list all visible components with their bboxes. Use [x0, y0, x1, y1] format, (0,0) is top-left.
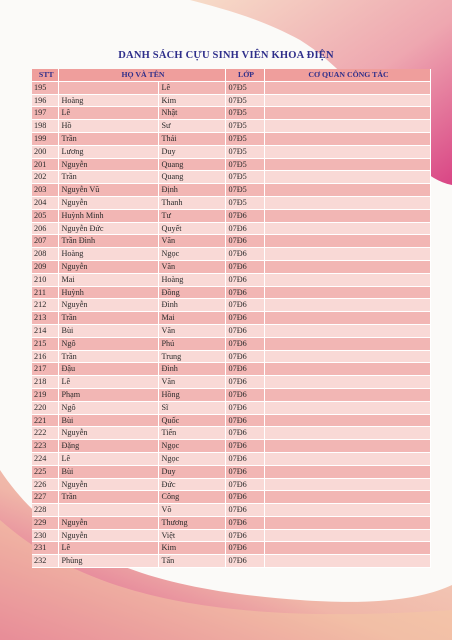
row-co-quan [264, 542, 430, 555]
row-stt: 221 [32, 414, 58, 427]
row-lop: 07Đ5 [225, 120, 264, 133]
row-ten: Văn [158, 235, 225, 248]
row-ho: Đặng [58, 440, 158, 453]
row-lop: 07Đ6 [225, 248, 264, 261]
row-ten: Đồng [158, 286, 225, 299]
table-row [32, 248, 430, 261]
row-stt: 202 [32, 171, 58, 184]
row-co-quan [264, 427, 430, 440]
table-row [32, 158, 430, 171]
row-lop: 07Đ5 [225, 184, 264, 197]
row-stt: 227 [32, 491, 58, 504]
table-row [32, 452, 430, 465]
row-stt: 214 [32, 324, 58, 337]
row-ho: Nguyễn [58, 260, 158, 273]
row-lop: 07Đ5 [225, 94, 264, 107]
row-ho: Hoàng [58, 94, 158, 107]
table-row [32, 184, 430, 197]
row-lop: 07Đ6 [225, 324, 264, 337]
row-ten: Mai [158, 312, 225, 325]
row-stt: 224 [32, 452, 58, 465]
row-co-quan [264, 286, 430, 299]
row-lop: 07Đ5 [225, 145, 264, 158]
table-row [32, 312, 430, 325]
row-ho: Huỳnh Minh [58, 209, 158, 222]
row-ten: Ngọc [158, 440, 225, 453]
row-ho: Lê [58, 452, 158, 465]
row-stt: 230 [32, 529, 58, 542]
table-row [32, 529, 430, 542]
row-ten: Quang [158, 171, 225, 184]
row-co-quan [264, 248, 430, 261]
row-co-quan [264, 324, 430, 337]
row-ho: Nguyễn Đức [58, 222, 158, 235]
table-row [32, 145, 430, 158]
row-stt: 210 [32, 273, 58, 286]
row-ten: Lê [158, 81, 225, 94]
row-stt: 212 [32, 299, 58, 312]
row-lop: 07Đ5 [225, 81, 264, 94]
row-co-quan [264, 491, 430, 504]
row-ten: Công [158, 491, 225, 504]
table-row [32, 196, 430, 209]
row-co-quan [264, 235, 430, 248]
row-stt: 205 [32, 209, 58, 222]
row-ho: Trần [58, 491, 158, 504]
row-ten: Văn [158, 376, 225, 389]
row-ten: Quang [158, 158, 225, 171]
row-ho [58, 504, 158, 517]
row-co-quan [264, 260, 430, 273]
row-ho: Lê [58, 542, 158, 555]
row-stt: 198 [32, 120, 58, 133]
row-stt: 199 [32, 132, 58, 145]
row-ho: Nguyễn Vũ [58, 184, 158, 197]
row-co-quan [264, 158, 430, 171]
row-lop: 07Đ6 [225, 452, 264, 465]
row-lop: 07Đ6 [225, 260, 264, 273]
header-co-quan-cong-tac: CƠ QUAN CÔNG TÁC [264, 69, 430, 81]
table-row [32, 132, 430, 145]
row-lop: 07Đ6 [225, 337, 264, 350]
row-ho: Trần [58, 312, 158, 325]
row-stt: 222 [32, 427, 58, 440]
row-ho: Hồ [58, 120, 158, 133]
row-ho: Nguyễn [58, 196, 158, 209]
row-lop: 07Đ6 [225, 465, 264, 478]
table-row [32, 440, 430, 453]
table-row [32, 504, 430, 517]
row-lop: 07Đ6 [225, 286, 264, 299]
table-row [32, 81, 430, 94]
row-lop: 07Đ6 [225, 555, 264, 568]
row-stt: 229 [32, 516, 58, 529]
row-lop: 07Đ6 [225, 299, 264, 312]
row-stt: 232 [32, 555, 58, 568]
table-row [32, 350, 430, 363]
row-ho: Bùi [58, 465, 158, 478]
row-stt: 206 [32, 222, 58, 235]
table-row [32, 171, 430, 184]
row-ten: Đình [158, 299, 225, 312]
row-ten: Thương [158, 516, 225, 529]
row-ho: Huỳnh [58, 286, 158, 299]
row-ho: Trần [58, 171, 158, 184]
row-co-quan [264, 350, 430, 363]
row-lop: 07Đ5 [225, 107, 264, 120]
row-co-quan [264, 196, 430, 209]
row-co-quan [264, 222, 430, 235]
row-ten: Đình [158, 363, 225, 376]
row-co-quan [264, 120, 430, 133]
row-co-quan [264, 184, 430, 197]
row-ho: Lê [58, 107, 158, 120]
row-stt: 217 [32, 363, 58, 376]
row-stt: 213 [32, 312, 58, 325]
row-stt: 219 [32, 388, 58, 401]
row-lop: 07Đ6 [225, 209, 264, 222]
row-stt: 216 [32, 350, 58, 363]
row-stt: 196 [32, 94, 58, 107]
row-co-quan [264, 478, 430, 491]
row-lop: 07Đ6 [225, 478, 264, 491]
row-co-quan [264, 363, 430, 376]
row-co-quan [264, 299, 430, 312]
table-row [32, 465, 430, 478]
row-ten: Văn [158, 260, 225, 273]
row-stt: 204 [32, 196, 58, 209]
row-ten: Phú [158, 337, 225, 350]
row-co-quan [264, 94, 430, 107]
row-stt: 226 [32, 478, 58, 491]
row-lop: 07Đ5 [225, 196, 264, 209]
table-row [32, 542, 430, 555]
row-ten: Hoàng [158, 273, 225, 286]
row-ten: Việt [158, 529, 225, 542]
row-lop: 07Đ5 [225, 171, 264, 184]
row-stt: 208 [32, 248, 58, 261]
row-ho: Ngô [58, 337, 158, 350]
row-co-quan [264, 465, 430, 478]
row-stt: 215 [32, 337, 58, 350]
row-ten: Đức [158, 478, 225, 491]
table-row [32, 324, 430, 337]
row-co-quan [264, 209, 430, 222]
row-ten: Quyết [158, 222, 225, 235]
row-lop: 07Đ6 [225, 491, 264, 504]
table-row [32, 516, 430, 529]
table-row [32, 260, 430, 273]
row-ho: Trần [58, 132, 158, 145]
row-lop: 07Đ6 [225, 542, 264, 555]
header-ho-va-ten: HỌ VÀ TÊN [58, 69, 225, 81]
row-ten: Tiến [158, 427, 225, 440]
row-ho: Nguyễn [58, 427, 158, 440]
header-stt: STT [32, 69, 58, 81]
row-ten: Hồng [158, 388, 225, 401]
table-row [32, 235, 430, 248]
row-co-quan [264, 440, 430, 453]
row-ho: Nguyễn [58, 158, 158, 171]
table-row [32, 273, 430, 286]
table-row [32, 401, 430, 414]
row-ho: Nguyễn [58, 299, 158, 312]
table-row [32, 286, 430, 299]
row-co-quan [264, 401, 430, 414]
row-co-quan [264, 81, 430, 94]
table-row [32, 427, 430, 440]
row-ten: Kim [158, 94, 225, 107]
row-co-quan [264, 273, 430, 286]
row-ten: Quốc [158, 414, 225, 427]
row-ten: Kim [158, 542, 225, 555]
row-ho: Bùi [58, 324, 158, 337]
row-ten: Tấn [158, 555, 225, 568]
page-title: DANH SÁCH CỰU SINH VIÊN KHOA ĐIỆN [118, 50, 334, 61]
row-lop: 07Đ6 [225, 376, 264, 389]
row-co-quan [264, 555, 430, 568]
row-co-quan [264, 132, 430, 145]
row-ho: Hoàng [58, 248, 158, 261]
table-header-row [32, 69, 430, 81]
row-co-quan [264, 414, 430, 427]
header-lop: LỚP [225, 69, 264, 81]
row-lop: 07Đ6 [225, 427, 264, 440]
table-row [32, 94, 430, 107]
row-ho: Ngô [58, 401, 158, 414]
row-co-quan [264, 516, 430, 529]
row-ten: Ngọc [158, 248, 225, 261]
row-co-quan [264, 337, 430, 350]
row-lop: 07Đ6 [225, 529, 264, 542]
row-lop: 07Đ6 [225, 222, 264, 235]
table-row [32, 414, 430, 427]
table-row [32, 376, 430, 389]
row-stt: 209 [32, 260, 58, 273]
row-ten: Võ [158, 504, 225, 517]
row-co-quan [264, 504, 430, 517]
row-ho: Nguyễn [58, 516, 158, 529]
row-co-quan [264, 529, 430, 542]
row-ten: Thanh [158, 196, 225, 209]
row-co-quan [264, 452, 430, 465]
row-ten: Tư [158, 209, 225, 222]
row-ten: Nhật [158, 107, 225, 120]
row-stt: 223 [32, 440, 58, 453]
table-row [32, 120, 430, 133]
row-ten: Thái [158, 132, 225, 145]
table-row [32, 337, 430, 350]
row-ho: Phạm [58, 388, 158, 401]
table-row [32, 388, 430, 401]
row-ten: Duy [158, 145, 225, 158]
row-ten: Ngọc [158, 452, 225, 465]
row-ho: Đậu [58, 363, 158, 376]
row-ho: Lương [58, 145, 158, 158]
row-lop: 07Đ6 [225, 235, 264, 248]
table-row [32, 491, 430, 504]
row-lop: 07Đ6 [225, 504, 264, 517]
row-lop: 07Đ5 [225, 132, 264, 145]
table-row [32, 209, 430, 222]
table-row [32, 299, 430, 312]
row-co-quan [264, 171, 430, 184]
row-co-quan [264, 376, 430, 389]
row-ten: Văn [158, 324, 225, 337]
row-lop: 07Đ6 [225, 388, 264, 401]
row-stt: 203 [32, 184, 58, 197]
row-ho: Bùi [58, 414, 158, 427]
row-co-quan [264, 388, 430, 401]
row-stt: 207 [32, 235, 58, 248]
row-ten: Duy [158, 465, 225, 478]
table-row [32, 555, 430, 568]
table-row [32, 222, 430, 235]
row-ho: Trần [58, 350, 158, 363]
row-stt: 211 [32, 286, 58, 299]
row-lop: 07Đ6 [225, 401, 264, 414]
row-stt: 197 [32, 107, 58, 120]
row-stt: 231 [32, 542, 58, 555]
row-lop: 07Đ6 [225, 350, 264, 363]
row-ten: Sư [158, 120, 225, 133]
row-ho: Phùng [58, 555, 158, 568]
table-row [32, 478, 430, 491]
row-ten: Định [158, 184, 225, 197]
row-ten: Trung [158, 350, 225, 363]
row-ten: Sĩ [158, 401, 225, 414]
row-ho: Nguyễn [58, 529, 158, 542]
row-lop: 07Đ5 [225, 158, 264, 171]
row-lop: 07Đ6 [225, 273, 264, 286]
row-lop: 07Đ6 [225, 516, 264, 529]
table-body [32, 81, 430, 567]
row-lop: 07Đ6 [225, 312, 264, 325]
row-co-quan [264, 107, 430, 120]
row-stt: 201 [32, 158, 58, 171]
alumni-table [32, 69, 431, 568]
row-stt: 218 [32, 376, 58, 389]
row-ho: Nguyễn [58, 478, 158, 491]
table-row [32, 363, 430, 376]
row-lop: 07Đ6 [225, 414, 264, 427]
row-lop: 07Đ6 [225, 440, 264, 453]
row-stt: 200 [32, 145, 58, 158]
row-stt: 220 [32, 401, 58, 414]
row-ho [58, 81, 158, 94]
row-co-quan [264, 312, 430, 325]
row-stt: 195 [32, 81, 58, 94]
row-stt: 225 [32, 465, 58, 478]
row-ho: Lê [58, 376, 158, 389]
row-lop: 07Đ6 [225, 363, 264, 376]
row-stt: 228 [32, 504, 58, 517]
row-co-quan [264, 145, 430, 158]
row-ho: Mai [58, 273, 158, 286]
table-row [32, 107, 430, 120]
row-ho: Trần Đình [58, 235, 158, 248]
